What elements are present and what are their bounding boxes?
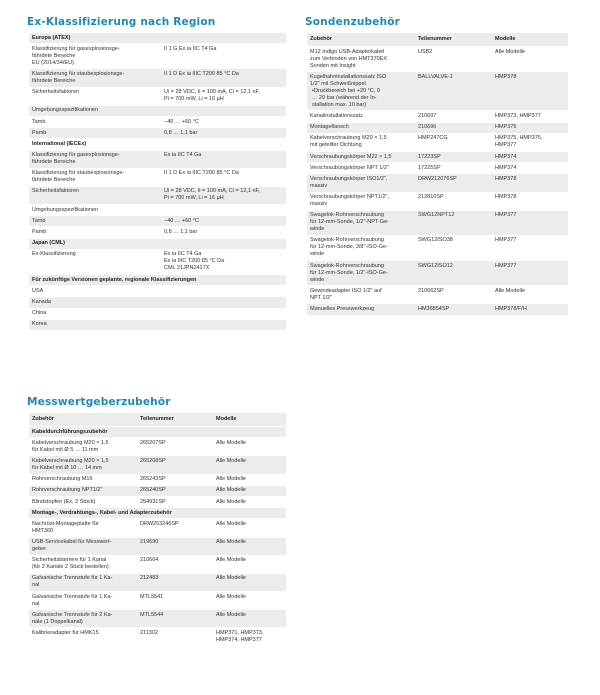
part-number: 265207SP — [137, 438, 213, 456]
item-name: Verschraubungskörper ISO1/2", massiv — [310, 175, 388, 189]
row-label: Pamb — [29, 227, 161, 238]
table-row — [29, 87, 286, 105]
sonden-section-title: Sondenzubehör — [305, 16, 401, 28]
part-number: 265240SP — [137, 485, 213, 496]
part-number: 219690 — [137, 537, 213, 555]
model-list: HMP378/F/H — [492, 304, 568, 315]
model-list: Alle Modelle — [213, 456, 286, 474]
part-number: 210664 — [137, 555, 213, 573]
mess-section-title: Messwertgeberzubehör — [27, 396, 171, 408]
row-value: 0,8 … 1,1 bar — [161, 128, 286, 139]
part-number: DRW253246SP — [137, 519, 213, 537]
item-cell — [307, 286, 415, 304]
table-row — [307, 210, 568, 235]
group-row — [29, 508, 286, 519]
part-number: 212483 — [137, 573, 213, 591]
item-cell — [307, 192, 415, 210]
model-list: HMP375 — [492, 122, 568, 133]
row-value: Ex ia IIC T4 Ga Ex ia IIIC T200 85 °C Da CML 21JPN2417X — [161, 249, 286, 274]
table-row — [29, 44, 286, 69]
item-cell — [29, 610, 137, 628]
model-list: HMP375, HMP375, HMP377 — [492, 133, 568, 151]
column-header: Teilenummer — [415, 33, 492, 47]
group-label: Für zukünftige Versionen geplante, regionale Klassifizierungen — [29, 275, 286, 286]
part-number: SWG12NPT12 — [415, 210, 492, 235]
model-list: Alle Modelle — [492, 286, 568, 304]
table-row — [29, 456, 286, 474]
row-label: Kanada — [29, 297, 161, 308]
row-value — [161, 105, 286, 116]
item-name: Swagelok-Rohrverschraubung für 12-mm-Sonde, 1/2"-NPT-Ge- winde — [310, 212, 389, 233]
item-cell — [307, 174, 415, 192]
item-cell — [307, 163, 415, 174]
column-header: Modelle — [492, 33, 568, 47]
part-number: HMP247CG — [415, 133, 492, 151]
part-number: 210662SP — [415, 286, 492, 304]
header-row — [29, 413, 286, 427]
item-name: Gewindeadapter ISO 1/2" auf NPT 1/2" — [310, 287, 382, 301]
item-name: Montageflansch — [310, 124, 349, 131]
column-header: Zubehör — [307, 33, 415, 47]
model-list: Alle Modelle — [213, 519, 286, 537]
table-row — [29, 216, 286, 227]
table-row — [29, 555, 286, 573]
part-number: 210696 — [415, 122, 492, 133]
model-list: Alle Modelle — [213, 485, 286, 496]
table-row — [29, 205, 286, 216]
column-header: Teilenummer — [137, 413, 213, 427]
table-row — [307, 122, 568, 133]
row-label: Klassifizierung für gasexplosionsge- fährdete Bereiche — [29, 150, 161, 168]
item-cell — [29, 474, 137, 485]
item-name: Manuelles Presswerkzeug — [310, 306, 375, 313]
part-number: 265208SP — [137, 456, 213, 474]
table-row — [307, 192, 568, 210]
model-list: HMP377 — [492, 261, 568, 286]
part-number: 265243SP — [137, 474, 213, 485]
row-value: II 1 D Ex ia IIIC T200 85 °C Da — [161, 69, 286, 87]
row-value — [161, 319, 286, 330]
row-value: Ex ia IIC T4 Ga — [161, 150, 286, 168]
row-label: Tamb — [29, 116, 161, 127]
part-number: MTL5541 — [137, 592, 213, 610]
row-value: −40 … +60 °C — [161, 216, 286, 227]
item-name: M12 Indigo USB-Adapterkabel zum Verbinden von HMT370EX Sonden mit Insight — [310, 48, 388, 69]
item-name: USB-Servicekabel für Messwert- geber — [32, 539, 112, 553]
item-name: Verschraubungskörper NPT1/2", massiv — [310, 194, 389, 208]
model-list: Alle Modelle — [213, 496, 286, 507]
group-row — [29, 33, 286, 44]
table-row — [29, 519, 286, 537]
table-row — [29, 168, 286, 186]
model-list: Alle Modelle — [213, 555, 286, 573]
item-cell — [307, 210, 415, 235]
model-list: HMP374 — [492, 163, 568, 174]
model-list: Alle Modelle — [213, 573, 286, 591]
row-label: China — [29, 308, 161, 319]
part-number: MTL5544 — [137, 610, 213, 628]
item-name: Swagelok-Rohrverschraubung für 12-mm-Sonde, 1/2"-ISO-Ge- winde — [310, 262, 388, 283]
item-name: Verschraubungskörper NPT 1/2" — [310, 164, 389, 171]
group-row — [29, 139, 286, 150]
column-header: Modelle — [213, 413, 286, 427]
row-value — [161, 205, 286, 216]
model-list: HMP378 — [492, 72, 568, 111]
model-list: Alle Modelle — [492, 47, 568, 72]
item-note-list — [310, 88, 412, 109]
model-list: HMP378 — [492, 192, 568, 210]
table-row — [29, 438, 286, 456]
table-row — [307, 47, 568, 72]
group-row — [29, 275, 286, 286]
table-row — [307, 111, 568, 122]
row-value — [161, 286, 286, 297]
table-row — [29, 308, 286, 319]
table-row — [29, 150, 286, 168]
item-cell — [307, 304, 415, 315]
item-name: Kabelverschraubung M20 × 1,5 für Kabel mit Ø 5 … 11 mm — [32, 439, 109, 453]
table-row — [29, 186, 286, 204]
table-row — [29, 286, 286, 297]
ex-section-title: Ex-Klassifizierung nach Region — [27, 16, 216, 28]
row-value: Ui = 28 VDC, Ii = 100 mA, Ci = 12,1 nF, Pi = 700 mW, Li = 16 µH — [161, 186, 286, 204]
item-cell — [307, 47, 415, 72]
item-name: Nachrüst-Montageplatte für HMT360 — [32, 520, 99, 534]
item-name: Galvanische Trennstufe für 2 Ka- näle (1 Doppelkanal) — [32, 611, 113, 625]
table-row — [29, 116, 286, 127]
header-row — [307, 33, 568, 47]
item-cell — [29, 628, 137, 646]
item-name: Kabelverschraubung M20 × 1,5 mit geteilter Dichtung — [310, 135, 387, 149]
row-value — [161, 308, 286, 319]
item-cell — [29, 573, 137, 591]
model-list: HMP377 — [492, 235, 568, 260]
column-header: Zubehör — [29, 413, 137, 427]
table-row — [29, 297, 286, 308]
group-label: Kabeldurchführungszubehör — [29, 427, 286, 438]
item-name: Rohrverschraubung M16 — [32, 476, 93, 483]
part-number: DRW212076SP — [415, 174, 492, 192]
part-number: 210697 — [415, 111, 492, 122]
table-row — [307, 151, 568, 162]
row-label: Sicherheitsfaktoren — [29, 186, 161, 204]
row-value — [161, 297, 286, 308]
table-row — [29, 573, 286, 591]
item-cell — [307, 122, 415, 133]
item-cell — [307, 261, 415, 286]
item-name: Rohrverschraubung NPT1/2" — [32, 487, 103, 494]
row-value: Ui = 28 VDC, Ii = 100 mA, Ci = 12,1 nF, Pi = 700 mW, Li = 16 µH — [161, 87, 286, 105]
model-list: HMP378 — [492, 174, 568, 192]
model-list: Alle Modelle — [213, 592, 286, 610]
item-name: Kugelhahninstallationssatz ISO 1/2" mit Schweißnippel — [310, 73, 387, 87]
model-list: HMP371, HMP373, HMP374, HMP377 — [213, 628, 286, 646]
probe-accessories-table — [307, 33, 568, 316]
item-cell — [307, 151, 415, 162]
table-row — [29, 69, 286, 87]
item-name: Sicherheitsbarriere für 1 Kanal (für 2 Kanäle 2 Stück bestellen) — [32, 557, 109, 571]
table-row — [29, 628, 286, 646]
item-name: Blindstopfen (Ex, 2 Stück) — [32, 498, 96, 505]
row-value: 0,8 … 1,1 bar — [161, 227, 286, 238]
item-name: Verschraubungskörper M22 × 1,5 — [310, 153, 392, 160]
table-row — [29, 128, 286, 139]
item-name: Swagelok-Rohrverschraubung für 12-mm-Sonde, 3/8"-ISO-Ge- winde — [310, 237, 388, 258]
table-row — [29, 485, 286, 496]
table-row — [307, 72, 568, 111]
group-label: Japan (CML) — [29, 238, 286, 249]
table-row — [307, 261, 568, 286]
part-number: 211302 — [137, 628, 213, 646]
part-number: 17225SP — [415, 163, 492, 174]
item-cell — [307, 111, 415, 122]
table-row — [307, 163, 568, 174]
group-label: Europa (ATEX) — [29, 33, 286, 44]
item-name: Galvanische Trennstufe für 1 Ka- nal — [32, 593, 113, 607]
row-label: Korea — [29, 319, 161, 330]
item-name: Kalibrieradapter für HMK15 — [32, 630, 99, 637]
row-label: Klassifizierung für staubexplosionsge- fährdete Bereiche — [29, 69, 161, 87]
table-row — [307, 286, 568, 304]
item-note: • Druckbereich bei +20 °C, 0 … 20 bar (während der In- stallation max. 10 bar) — [310, 88, 412, 109]
row-label: Umgebungsspezifikationen — [29, 105, 161, 116]
table-row — [29, 474, 286, 485]
item-cell — [29, 438, 137, 456]
part-number: SWG12ISO12 — [415, 261, 492, 286]
model-list: Alle Modelle — [213, 438, 286, 456]
item-cell — [307, 133, 415, 151]
row-label: Klassifizierung für staubexplosionsge- fährdete Bereiche — [29, 168, 161, 186]
table-row — [29, 249, 286, 274]
row-label: Sicherheitsfaktoren — [29, 87, 161, 105]
row-label: Pamb — [29, 128, 161, 139]
group-row — [29, 238, 286, 249]
table-row — [29, 610, 286, 628]
item-cell — [29, 496, 137, 507]
part-number: 254931SP — [137, 496, 213, 507]
row-label: Umgebungsspezifikationen — [29, 205, 161, 216]
model-list: Alle Modelle — [213, 537, 286, 555]
model-list: Alle Modelle — [213, 610, 286, 628]
group-label: Montage-, Verdrahtungs-, Kabel- und Adapterzubehör — [29, 508, 286, 519]
group-row — [29, 427, 286, 438]
part-number: BALLVALVE-1 — [415, 72, 492, 111]
table-row — [307, 235, 568, 260]
table-row — [29, 227, 286, 238]
table-row — [29, 592, 286, 610]
group-label: International (IECEx) — [29, 139, 286, 150]
table-row — [307, 174, 568, 192]
item-cell — [307, 235, 415, 260]
transmitter-accessories-table — [29, 413, 286, 647]
table-row — [29, 537, 286, 555]
table-row — [29, 496, 286, 507]
row-value: II 1 G Ex ia IIC T4 Ga — [161, 44, 286, 69]
item-name: Kabelverschraubung M20 × 1,5 für Kabel mit Ø 10 … 14 mm — [32, 457, 109, 471]
model-list: Alle Modelle — [213, 474, 286, 485]
table-row — [307, 304, 568, 315]
part-number: HM36854SP — [415, 304, 492, 315]
item-cell — [29, 537, 137, 555]
item-cell — [29, 519, 137, 537]
part-number: 17223SP — [415, 151, 492, 162]
part-number: SWG12ISO38 — [415, 235, 492, 260]
table-row — [29, 105, 286, 116]
item-cell — [307, 72, 415, 111]
item-cell — [29, 485, 137, 496]
item-cell — [29, 592, 137, 610]
model-list: HMP374 — [492, 151, 568, 162]
model-list: HMP373, HMP377 — [492, 111, 568, 122]
ex-classification-table — [29, 33, 286, 331]
item-name: Kanalinstallationssatz — [310, 112, 363, 119]
part-number: USB2 — [415, 47, 492, 72]
row-label: Klassifizierung für gasexplosionsge- fährdete Bereiche EU (2014/34/EU) — [29, 44, 161, 69]
row-label: Tamb — [29, 216, 161, 227]
row-value: II 1 D Ex ia IIIC T200 85 °C Da — [161, 168, 286, 186]
row-value: −40 … +60 °C — [161, 116, 286, 127]
row-label: USA — [29, 286, 161, 297]
part-number: 212810SP — [415, 192, 492, 210]
item-cell — [29, 555, 137, 573]
table-row — [307, 133, 568, 151]
row-label: Ex-Klassifizierung — [29, 249, 161, 274]
model-list: HMP377 — [492, 210, 568, 235]
table-row — [29, 319, 286, 330]
item-cell — [29, 456, 137, 474]
item-name: Galvanische Trennstufe für 1 Ka- nal — [32, 575, 113, 589]
